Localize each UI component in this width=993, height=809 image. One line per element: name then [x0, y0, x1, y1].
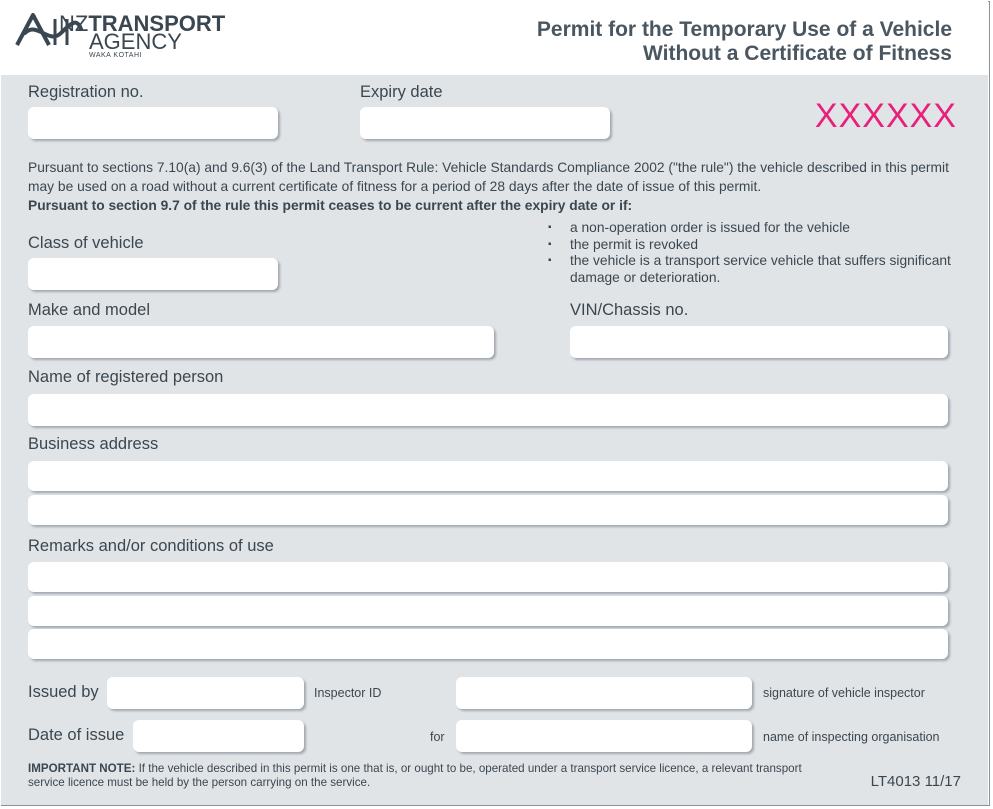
class-of-vehicle-input[interactable]	[28, 258, 278, 290]
important-note-heading: IMPORTANT NOTE:	[28, 762, 136, 775]
page-title	[537, 18, 952, 66]
legal-paragraph	[28, 158, 958, 215]
date-of-issue-input[interactable]	[133, 720, 304, 752]
list-item: ▪ the permit is revoked	[548, 237, 958, 254]
make-model-label: Make and model	[28, 301, 150, 319]
issued-by-label: Issued by	[28, 683, 99, 701]
inspecting-organisation-input[interactable]	[456, 720, 752, 752]
form-code: LT4013 11/17	[870, 773, 961, 790]
signature-label: signature of vehicle inspector	[763, 686, 925, 700]
remarks-line3-input[interactable]	[28, 629, 948, 659]
class-of-vehicle-label: Class of vehicle	[28, 234, 144, 252]
logo-wordmark-line2: AGENCY	[89, 29, 182, 54]
registered-person-label: Name of registered person	[28, 368, 224, 386]
vin-label: VIN/Chassis no.	[570, 301, 689, 319]
date-of-issue-label: Date of issue	[28, 726, 125, 744]
remarks-line1-input[interactable]	[28, 562, 948, 592]
for-label: for	[430, 730, 445, 744]
expiry-conditions-list	[548, 220, 958, 286]
title-line-1: Permit for the Temporary Use of a Vehicle	[536, 18, 952, 41]
nzta-logo	[15, 11, 235, 63]
permit-number: XXXXXX	[814, 97, 957, 135]
remarks-label: Remarks and/or conditions of use	[28, 537, 274, 555]
issued-by-input[interactable]	[107, 677, 304, 709]
list-item: ▪ a non-operation order is issued for the vehicle	[548, 220, 958, 237]
remarks-line2-input[interactable]	[28, 596, 948, 626]
title-line-2: Without a Certificate of Fitness	[642, 42, 952, 65]
header	[1, 1, 988, 75]
business-address-line1-input[interactable]	[28, 461, 948, 491]
make-model-input[interactable]	[28, 326, 494, 358]
inspector-signature-input[interactable]	[456, 677, 752, 709]
business-address-label: Business address	[28, 435, 159, 453]
logo-wordmark-line3: WAKA KOTAHI	[89, 52, 142, 59]
organisation-label: name of inspecting organisation	[763, 730, 940, 744]
important-note-text: If the vehicle described in this permit is one that is, or ought to be, operated under a transport service licence, a relevant transport service licence must be held by the person carrying on the service.	[28, 762, 802, 789]
logo-wordmark-line1: NZTRANSPORT	[59, 11, 226, 36]
business-address-line2-input[interactable]	[28, 495, 948, 525]
important-note	[28, 762, 828, 790]
inspector-id-label: Inspector ID	[314, 686, 382, 700]
legal-paragraph-bold: Pursuant to section 9.7 of the rule this permit ceases to be current after the expiry date or if:	[28, 198, 633, 213]
legal-paragraph-text: Pursuant to sections 7.10(a) and 9.6(3) of the Land Transport Rule: Vehicle Standards Compliance 2002 ("the rule") the vehicle described in this permit may be used on a road without a current certificate of fitness for a period of 28 days after the date of issue of this permit.	[28, 160, 949, 194]
registration-input[interactable]	[28, 107, 278, 139]
expiry-date-input[interactable]	[360, 107, 610, 139]
registered-person-input[interactable]	[28, 394, 948, 426]
registration-label: Registration no.	[28, 83, 144, 101]
list-item: ▪ the vehicle is a transport service vehicle that suffers significant damage or deterioration.	[548, 253, 958, 286]
vin-input[interactable]	[570, 326, 948, 358]
expiry-date-label: Expiry date	[360, 83, 443, 101]
